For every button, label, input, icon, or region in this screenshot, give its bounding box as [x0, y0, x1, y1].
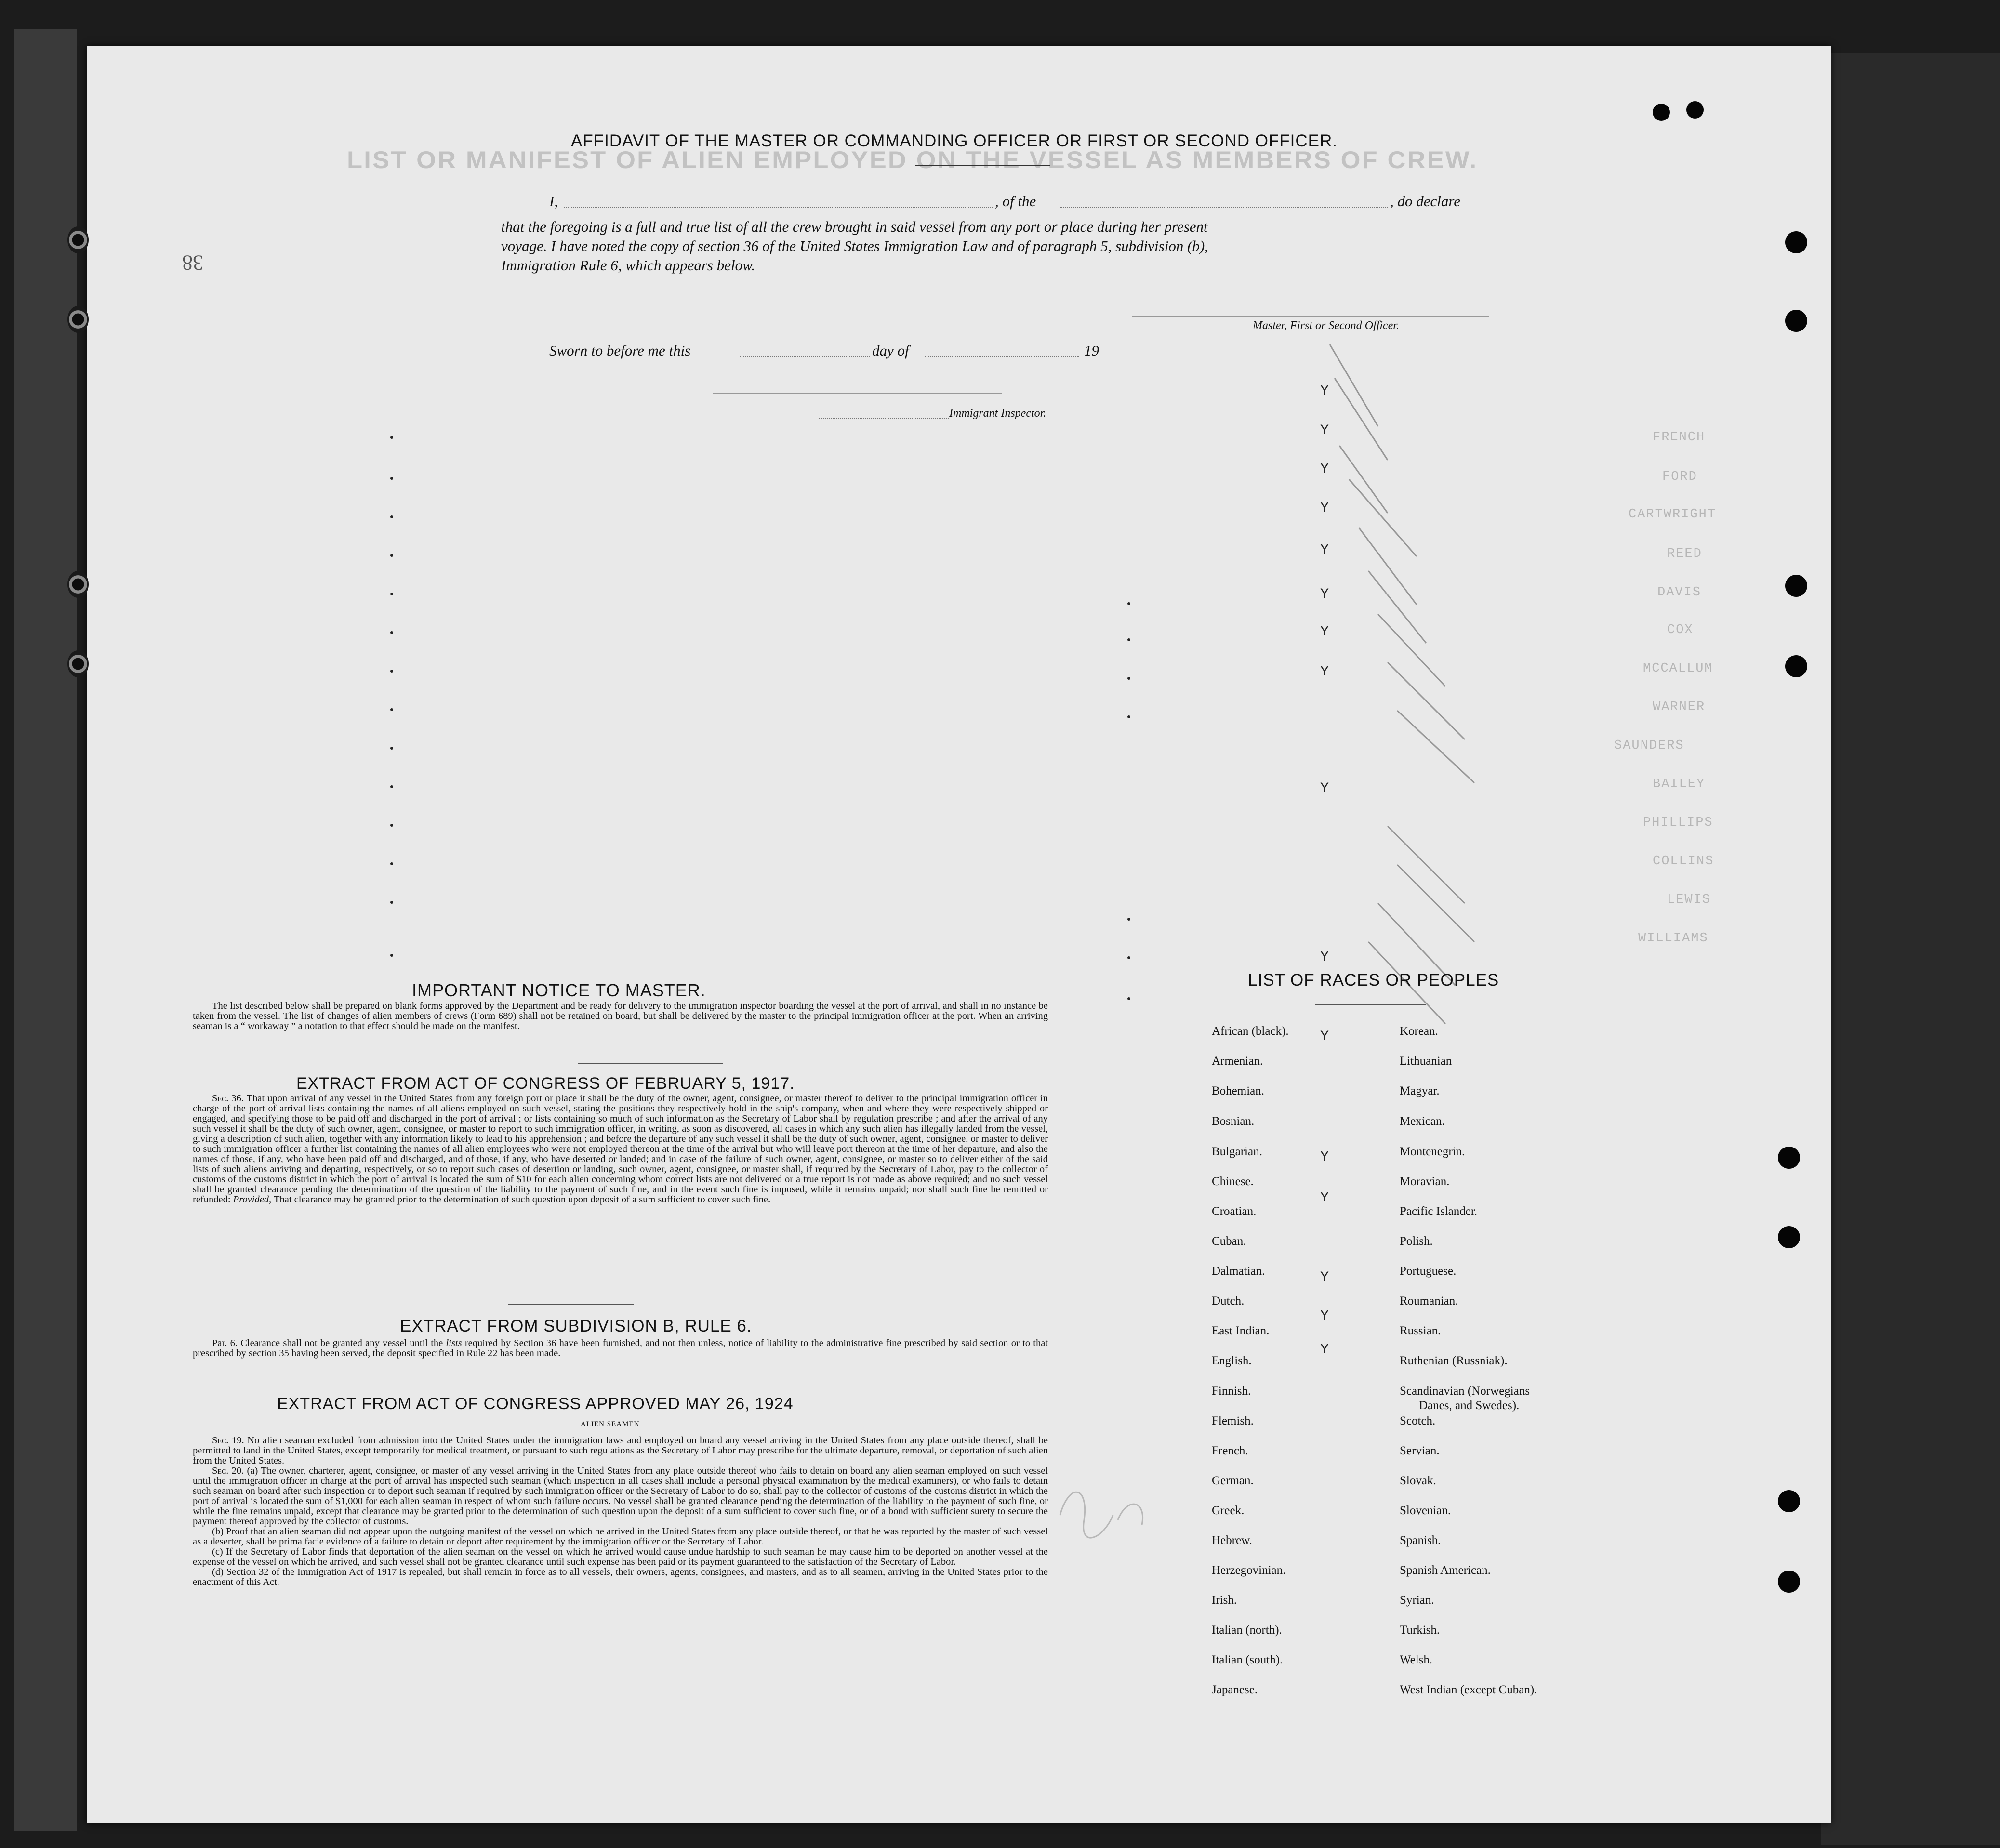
punch-hole: [1686, 101, 1704, 119]
manifest-page: [87, 46, 1831, 1823]
race-item: Slovak.: [1400, 1474, 1436, 1487]
bleed-mark: Y: [1320, 780, 1329, 797]
race-item: Korean.: [1400, 1025, 1438, 1038]
bleed-mark: Y: [1320, 422, 1329, 439]
sec-20-text: (a) The owner, charterer, agent, consignee, or master of any vessel arriving in the United States from any place outside thereof who fails to detain on board any alien seaman employed on such vessel until the immigration officer in charge at the port of arrival has inspected such seaman (which inspection in all cases shall include a personal physical examination by the medical examiners), or who fails to detain such seaman on board after such inspection or to deport such seaman if required by such immigration officer or the Secretary of Labor to do so, shall pay to the collector of customs of the customs district in which the port of arrival is located the sum of $1,000 for each alien seaman in respect of whom such failure occurs. No vessel shall be granted clearance pending the determination of the liability to the payment of such fine, or while the fine remains unpaid, except that clearance may be granted prior to the determination of such question upon the deposit of a sum sufficient to cover such fine, or of a bond with sufficient surety to secure the payment thereof approved by the collector of customs.: [193, 1465, 1048, 1527]
affidavit-title: AFFIDAVIT OF THE MASTER OR COMMANDING OFFICER OR FIRST OR SECOND OFFICER.: [571, 132, 1338, 150]
sec-19-text: No alien seaman excluded from admission into the United States under the immigration laws and employed on board any vessel arriving in the United States from any place outside thereof, shall be permitted to land in the United States, except temporarily for medical treatment, or pursuant to such regulations as the Secretary of Labor may prescribe for the ultimate departure, removal, or deportation of such alien from the United States.: [193, 1435, 1048, 1466]
race-item: Portuguese.: [1400, 1265, 1457, 1278]
affidavit-line3: voyage. I have noted the copy of section 36 of the United States Immigration Law and of paragraph 5, subdivision (b),: [501, 238, 1208, 254]
race-item: Cuban.: [1212, 1235, 1246, 1248]
notice-title: IMPORTANT NOTICE TO MASTER.: [412, 980, 706, 1000]
bleed-mark: Y: [1320, 1190, 1329, 1206]
notice-text: The list described below shall be prepared on blank forms approved by the Department and be ready for delivery to the immigration inspector boarding the vessel at the port of arrival, and shall in no instance be taken from the vessel. The list of changes of alien members of crews (Form 689) shall not be retained on board, but shall be delivered by the master to the principal immigration officer at the port. When an arriving seaman is a “ workaway ” a notation to that effect should be made on the manifest.: [193, 1001, 1048, 1031]
binding-ring: [67, 306, 89, 333]
sec-36-text: That upon arrival of any vessel in the United States from any foreign port or place it shall be the duty of the owner, agent, consignee, or master thereof to deliver to the principal immigration officer in charge of the port of arrival lists containing the names of all aliens employed on such vessel, stating the positions they respectively hold in the ship's company, when and where they were respectively shipped or engaged, and specifying those to be paid off and discharged in the port of arrival ; or lists containing so much of such information as the Secretary of Labor shall by regulation prescribe ; and after the arrival of any such vessel it shall be the duty of such owner, agent, consignee, or master to report to such immigration officer, in writing, as soon as discovered, all cases in which any such alien has illegally landed from the vessel, giving a description of such alien, together with any information likely to lead to his apprehension ; and before the departure of any such vessel it shall be the duty of such owner, agent, consignee, or master to deliver to such immigration officer a further list containing the names of all alien employees who were not employed thereon at the time of the arrival but who will leave port thereon at the time of her departure, and also the names of those, if any, who have been paid off and discharged, and of those, if any, who have deserted or landed; and in case of the failure of such owner, agent, consignee, or master so to deliver either of the said lists of such aliens arriving and departing, respectively, or so to report such cases of desertion or landing, such owner, agent, consignee, or master shall, if required by the Secretary of Labor, pay to the collector of customs of the customs district in which the port of arrival is located the sum of $10 for each alien concerning whom correct lists are not delivered or a true report is not made as above required; and no such vessel shall be granted clearance pending the determination of the question of the liability to the payment of such fine, and in the event such fine is imposed, while it remains unpaid; nor shall such fine be remitted or refunded:: [193, 1093, 1048, 1205]
bleed-row: LEWIS: [1667, 893, 1711, 907]
sec-20-b: (b) Proof that an alien seaman did not appear upon the outgoing manifest of the vessel on which he arrived in the United States from any place outside thereof, or that he was reported by the master of such vessel as a deserter, shall be prima facie evidence of a failure to detain or deport after requirement by the immigration officer or the Secretary of Labor.: [193, 1526, 1048, 1547]
extract-1917-rule: [508, 1304, 634, 1305]
month-blank: [925, 356, 1079, 357]
inspector-signature-blank: [713, 393, 1002, 394]
race-item: Pacific Islander.: [1400, 1205, 1478, 1218]
race-item: Japanese.: [1212, 1683, 1258, 1696]
race-item: Croatian.: [1212, 1205, 1257, 1218]
vessel-blank: [1060, 207, 1388, 208]
race-item: Russian.: [1400, 1324, 1441, 1337]
race-item: Dalmatian.: [1212, 1265, 1265, 1278]
race-item: French.: [1212, 1444, 1248, 1457]
bleed-row: COX: [1667, 623, 1694, 637]
bleed-mark: Y: [1320, 664, 1329, 680]
race-item: Syrian.: [1400, 1594, 1434, 1607]
race-item: Mexican.: [1400, 1115, 1445, 1128]
race-item: Irish.: [1212, 1594, 1237, 1607]
extract-1917-title: EXTRACT FROM ACT OF CONGRESS OF FEBRUARY 5, 1917.: [296, 1074, 795, 1093]
race-item: Scandinavian (Norwegians: [1400, 1385, 1530, 1398]
race-item: Ruthenian (Russniak).: [1400, 1354, 1508, 1367]
race-item: Scotch.: [1400, 1414, 1436, 1427]
races-rule: [1315, 1004, 1426, 1005]
bleed-row: CARTWRIGHT: [1629, 507, 1717, 522]
sec-20-d: (d) Section 32 of the Immigration Act of 1917 is repealed, but shall remain in force as to all vessels, their owners, agents, consignees, and masters, and as to all seamen, arriving in the United States prior to the enactment of this Act.: [193, 1567, 1048, 1587]
affidavit-i: I,: [549, 193, 558, 210]
sworn-text: Sworn to before me this: [549, 342, 691, 359]
race-item: Spanish American.: [1400, 1564, 1491, 1577]
bleed-mark: Y: [1320, 586, 1329, 603]
rule-6-text-a: Par. 6. Clearance shall not be granted any vessel until the: [212, 1338, 443, 1348]
bleed-row: WARNER: [1653, 700, 1706, 714]
punch-hole: [1785, 310, 1807, 332]
punch-hole: [1778, 1226, 1800, 1248]
race-item: Italian (south).: [1212, 1653, 1283, 1666]
race-item: East Indian.: [1212, 1324, 1270, 1337]
inspector-label: Immigrant Inspector.: [949, 407, 1046, 420]
margin-number: 38: [182, 251, 203, 275]
rule-6-body: [193, 1338, 1048, 1359]
bleed-mark: Y: [1320, 500, 1329, 516]
bleed-row: PHILLIPS: [1643, 816, 1713, 830]
punch-hole: [1785, 655, 1807, 677]
bleed-mark: Y: [1320, 1342, 1329, 1358]
affidavit-line1: [549, 193, 1566, 212]
bleed-mark: Y: [1320, 949, 1329, 965]
race-item: Welsh.: [1400, 1653, 1433, 1666]
race-item: Dutch.: [1212, 1294, 1245, 1307]
race-item: Hebrew.: [1212, 1534, 1252, 1547]
race-item: Polish.: [1400, 1235, 1433, 1248]
sec-36-text-end: That clearance may be granted prior to the determination of such question upon deposit of a sum sufficient to cover such fine.: [273, 1194, 771, 1205]
bleed-mark: Y: [1320, 1029, 1329, 1045]
binding-ring: [67, 571, 89, 598]
day-blank: [740, 356, 870, 357]
extract-1917-text: [193, 1094, 1048, 1205]
race-item: Slovenian.: [1400, 1504, 1451, 1517]
race-item: Turkish.: [1400, 1624, 1440, 1637]
race-item: Flemish.: [1212, 1414, 1254, 1427]
bleed-row: FRENCH: [1653, 430, 1706, 445]
race-item: Bosnian.: [1212, 1115, 1255, 1128]
sworn-line: [549, 342, 1224, 361]
race-item: Servian.: [1400, 1444, 1440, 1457]
races-title: LIST OF RACES OR PEOPLES: [1248, 971, 1499, 990]
affidavit-declare: , do declare: [1390, 193, 1461, 210]
bleed-row: FORD: [1662, 470, 1697, 484]
notice-body: [193, 1001, 1048, 1031]
race-item: Herzegovinian.: [1212, 1564, 1286, 1577]
punch-hole: [1778, 1490, 1800, 1512]
race-item: Bohemian.: [1212, 1084, 1265, 1097]
rule-6-title: EXTRACT FROM SUBDIVISION B, RULE 6.: [400, 1317, 752, 1335]
bleed-mark: Y: [1320, 461, 1329, 477]
extract-1924-body: [193, 1436, 1048, 1587]
bleed-row: SAUNDERS: [1614, 739, 1684, 753]
race-item: Lithuanian: [1400, 1055, 1452, 1068]
punch-hole: [1785, 231, 1807, 253]
race-item: African (black).: [1212, 1025, 1289, 1038]
race-item: Bulgarian.: [1212, 1145, 1262, 1158]
extract-1917-body: [193, 1094, 1048, 1205]
affidavit-line2: that the foregoing is a full and true list of all the crew brought in said vessel from any port or place during her present: [501, 218, 1208, 235]
race-item: Spanish.: [1400, 1534, 1441, 1547]
bleed-row: BAILEY: [1653, 777, 1706, 792]
punch-hole: [1778, 1147, 1800, 1169]
rule-6-text-b: required by Section 36 have been furnished, and not then unless, notice of liability to the administrative fine prescribed by said section or to that prescribed by section 35 having been served, the deposit specified in Rule 22 has been made.: [193, 1338, 1048, 1359]
binding-ring: [67, 226, 89, 253]
race-item: Magyar.: [1400, 1084, 1440, 1097]
punch-hole: [1653, 104, 1670, 121]
notice-rule: [578, 1063, 723, 1064]
affidavit-of-the: , of the: [995, 193, 1036, 210]
inspector-blank: [819, 418, 949, 419]
bleed-row: WILLIAMS: [1638, 931, 1709, 946]
race-item: Montenegrin.: [1400, 1145, 1465, 1158]
bleed-mark: Y: [1320, 1308, 1329, 1324]
race-item: German.: [1212, 1474, 1254, 1487]
affidavit-line4: Immigration Rule 6, which appears below.: [501, 257, 755, 274]
bleed-mark: Y: [1320, 1269, 1329, 1286]
bleed-through-title: LIST OR MANIFEST OF ALIEN EMPLOYED ON THE VESSEL AS MEMBERS OF CREW.: [347, 146, 1478, 173]
bleed-mark: Y: [1320, 1149, 1329, 1165]
extract-1924-title: EXTRACT FROM ACT OF CONGRESS APPROVED MAY 26, 1924: [277, 1395, 794, 1413]
race-item: West Indian (except Cuban).: [1400, 1683, 1537, 1696]
sec-36-label: Sec. 36.: [212, 1093, 244, 1104]
sworn-year: 19: [1084, 342, 1099, 359]
bleed-mark: Y: [1320, 542, 1329, 558]
bleed-row: REED: [1667, 547, 1702, 561]
rule-6-text: [193, 1338, 1048, 1359]
signature-label: Master, First or Second Officer.: [1253, 319, 1399, 332]
binding-ring: [67, 650, 89, 677]
bleed-mark: Y: [1320, 383, 1329, 399]
bleed-row: DAVIS: [1657, 585, 1702, 600]
rule-6-lists: lists: [446, 1338, 462, 1348]
race-item: Chinese.: [1212, 1175, 1254, 1188]
sec-19-label: Sec. 19.: [212, 1435, 244, 1446]
race-item: Finnish.: [1212, 1385, 1251, 1398]
race-item: Moravian.: [1400, 1175, 1450, 1188]
bleed-mark: Y: [1320, 624, 1329, 640]
sec-36-provided: Provided,: [233, 1194, 272, 1205]
extract-1924-subtitle: ALIEN SEAMEN: [581, 1420, 640, 1428]
signature-blank: [1132, 316, 1489, 317]
race-item: English.: [1212, 1354, 1252, 1367]
sec-19-paragraph: [193, 1436, 1048, 1466]
bleed-row: MCCALLUM: [1643, 661, 1713, 676]
race-item: Greek.: [1212, 1504, 1245, 1517]
race-item: Danes, and Swedes).: [1419, 1399, 1520, 1412]
race-item: Italian (north).: [1212, 1624, 1282, 1637]
binding-edge: [14, 29, 77, 1831]
backing-sheet: [1821, 53, 2000, 1845]
sec-20-paragraph: [193, 1466, 1048, 1527]
punch-hole: [1785, 575, 1807, 597]
sworn-day-of: day of: [872, 342, 909, 359]
punch-hole: [1778, 1571, 1800, 1593]
race-item: Armenian.: [1212, 1055, 1263, 1068]
sec-20-label: Sec. 20.: [212, 1465, 244, 1476]
affidavit-title-rule: [915, 165, 1050, 166]
race-item: Roumanian.: [1400, 1294, 1458, 1307]
sec-20-c: (c) If the Secretary of Labor finds that deportation of the alien seaman on the vessel on which he arrived would cause undue hardship to such seaman he may cause him to be deported on another vessel at the expense of the vessel on which he arrived, and such vessel shall not be granted clearance until such expense has been paid or its payment guaranteed to the satisfaction of the Secretary of Labor.: [193, 1546, 1048, 1567]
bleed-row: COLLINS: [1653, 854, 1714, 869]
name-blank: [564, 207, 993, 208]
